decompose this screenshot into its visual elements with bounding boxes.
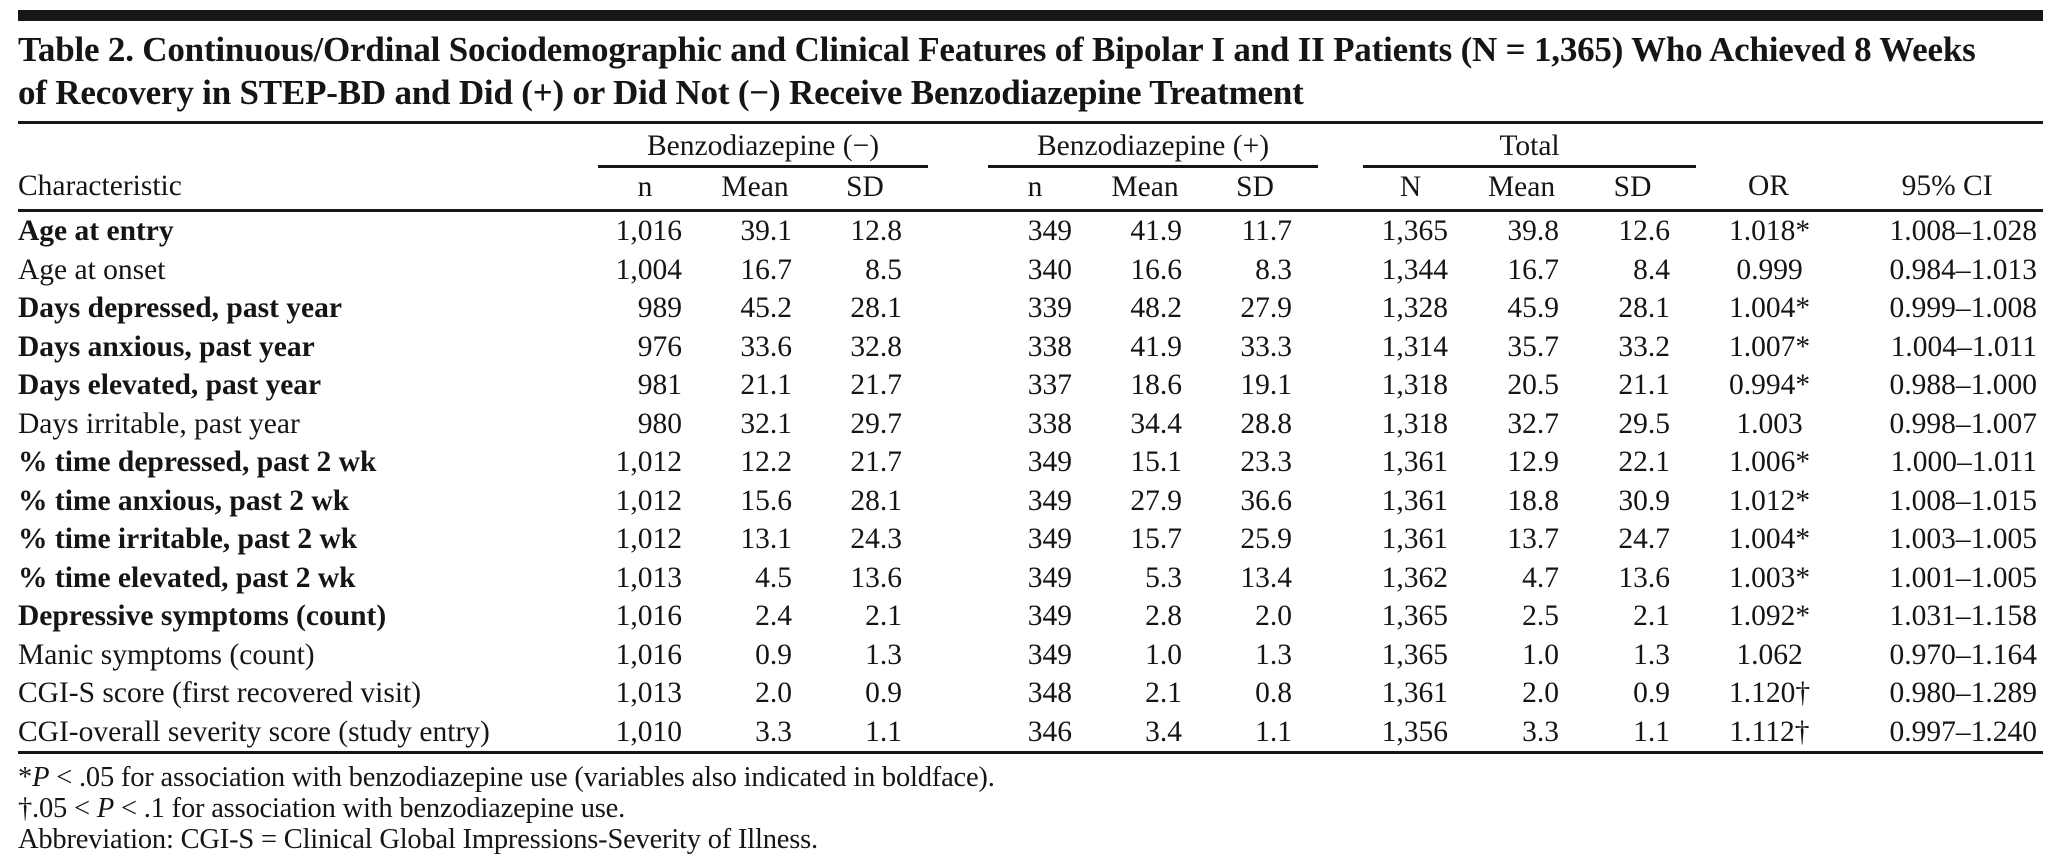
row-label: Days irritable, past year (18, 407, 300, 440)
cell-benzodiazepine-minus: 1,012 (615, 523, 682, 555)
cell-spacer (928, 597, 988, 636)
cell-benzodiazepine-plus: 36.6 (1240, 484, 1293, 517)
column-header-bp-mean: Mean (1098, 167, 1208, 211)
cell-odds-ratio: 1.003 (1736, 407, 1803, 440)
cell-benzodiazepine-plus: 348 (1027, 677, 1073, 709)
cell-total: 1,362 (1381, 561, 1449, 594)
cell-total: 12.6 (1618, 215, 1671, 247)
cell-benzodiazepine-plus: 338 (1027, 330, 1073, 363)
cell-benzodiazepine-minus: 15.6 (740, 484, 792, 517)
row-label: Age at entry (18, 215, 174, 247)
table-row (18, 443, 2043, 482)
cell-total: 1,356 (1363, 713, 1474, 753)
footnote-italic-p: P (32, 762, 50, 793)
cell-benzodiazepine-plus: 1.3 (1255, 638, 1293, 671)
row-label: Manic symptoms (count) (18, 638, 315, 671)
cell-total: 2.0 (1522, 677, 1560, 709)
cell-benzodiazepine-minus: 45.2 (740, 292, 792, 324)
title-rule (18, 121, 2043, 124)
cell-spacer (1318, 559, 1363, 598)
cell-benzodiazepine-plus: 349 (1027, 446, 1073, 478)
cell-confidence-interval: 1.004–1.011 (1890, 330, 2038, 363)
table-row (18, 251, 2043, 290)
cell-spacer (1318, 366, 1363, 405)
column-header-total-n: N (1363, 167, 1474, 211)
cell-benzodiazepine-minus: 24.3 (850, 523, 903, 555)
cell-total: 2.1 (1633, 600, 1671, 632)
cell-benzodiazepine-plus: 2.8 (1145, 600, 1183, 632)
cell-confidence-interval: 1.001–1.005 (1889, 561, 2038, 594)
table-title (18, 28, 2043, 114)
table-title-line-2: of Recovery in STEP-BD and Did (+) or Did Not (−) Receive Benzodiazepine Treatment (18, 73, 1304, 112)
table-title-line-1: Table 2. Continuous/Ordinal Sociodemographic and Clinical Features of Bipolar I and II Patients (N = 1,365) Who Achieved 8 Weeks (18, 30, 1976, 69)
cell-confidence-interval: 1.008–1.028 (1889, 215, 2038, 247)
row-label: CGI-overall severity score (study entry) (18, 713, 598, 753)
table-row (18, 405, 2043, 444)
cell-spacer (1318, 251, 1363, 290)
cell-odds-ratio: 1.012* (1728, 484, 1811, 517)
row-label: Days elevated, past year (18, 369, 322, 401)
cell-total: 3.3 (1474, 713, 1585, 753)
footnote-text: †.05 < (18, 793, 97, 824)
row-label: Age at onset (18, 253, 166, 286)
cell-odds-ratio: 1.007* (1728, 330, 1811, 363)
cell-confidence-interval: 0.984–1.013 (1889, 253, 2038, 286)
cell-spacer (1318, 482, 1363, 521)
cell-odds-ratio: 1.004* (1728, 292, 1811, 324)
column-header-bp-sd: SD (1208, 167, 1318, 211)
cell-benzodiazepine-plus: 338 (1027, 407, 1073, 440)
cell-benzodiazepine-minus: 1,004 (615, 253, 682, 286)
cell-benzodiazepine-plus: 25.9 (1240, 523, 1293, 555)
cell-benzodiazepine-plus: 2.0 (1255, 600, 1293, 632)
cell-benzodiazepine-plus: 15.1 (1130, 446, 1183, 478)
cell-benzodiazepine-plus: 5.3 (1145, 561, 1183, 594)
cell-benzodiazepine-minus: 2.4 (755, 600, 792, 632)
cell-total: 1,361 (1381, 523, 1449, 555)
cell-total: 1,344 (1381, 253, 1449, 286)
cell-total: 8.4 (1633, 253, 1671, 286)
group-header-empty (18, 126, 598, 167)
cell-benzodiazepine-plus: 41.9 (1130, 215, 1183, 247)
table-row (18, 559, 2043, 598)
cell-confidence-interval: 0.980–1.289 (1889, 677, 2038, 709)
cell-spacer (1318, 405, 1363, 444)
cell-benzodiazepine-minus: 21.7 (850, 446, 903, 478)
footnote (18, 824, 2043, 855)
cell-spacer (1318, 328, 1363, 367)
cell-total: 1.0 (1522, 638, 1560, 671)
cell-spacer (928, 251, 988, 290)
cell-benzodiazepine-minus: 28.1 (850, 292, 903, 324)
table-row (18, 366, 2043, 405)
cell-benzodiazepine-minus: 976 (637, 330, 682, 363)
cell-benzodiazepine-plus: 349 (1027, 638, 1073, 671)
column-header-total-mean: Mean (1474, 167, 1585, 211)
cell-total: 4.7 (1522, 561, 1560, 594)
cell-benzodiazepine-minus: 21.1 (740, 369, 792, 401)
cell-benzodiazepine-minus: 16.7 (740, 253, 792, 286)
cell-total: 30.9 (1618, 484, 1671, 517)
cell-benzodiazepine-minus: 2.1 (865, 600, 903, 632)
cell-benzodiazepine-plus: 349 (1027, 215, 1073, 247)
cell-benzodiazepine-minus: 1,016 (615, 638, 682, 671)
cell-benzodiazepine-minus: 39.1 (740, 215, 792, 247)
cell-benzodiazepine-minus: 1,013 (615, 561, 682, 594)
cell-spacer (1318, 211, 1363, 251)
cell-total: 1,318 (1381, 407, 1449, 440)
cell-benzodiazepine-minus: 1,012 (615, 446, 682, 478)
cell-benzodiazepine-minus: 1,016 (615, 215, 682, 247)
cell-benzodiazepine-minus: 2.0 (755, 677, 792, 709)
footnote-text: < .05 for association with benzodiazepine use (variables also indicated in boldface). (49, 762, 995, 793)
column-header-bm-sd: SD (818, 167, 928, 211)
table-row (18, 597, 2043, 636)
table-body (18, 211, 2043, 753)
cell-benzodiazepine-minus: 1,010 (598, 713, 708, 753)
cell-benzodiazepine-plus: 28.8 (1240, 407, 1293, 440)
cell-spacer (928, 713, 988, 753)
group-spacer (928, 126, 988, 167)
footnote-italic-p: P (96, 793, 115, 824)
cell-odds-ratio: 1.112† (1696, 713, 1821, 753)
cell-spacer (928, 405, 988, 444)
column-header-bm-mean: Mean (708, 167, 818, 211)
cell-total: 1,361 (1381, 446, 1449, 478)
cell-total: 32.7 (1507, 407, 1560, 440)
cell-odds-ratio: 1.018* (1728, 215, 1811, 247)
cell-benzodiazepine-minus: 12.2 (740, 446, 792, 478)
group-spacer (1318, 126, 1363, 167)
cell-total: 1,314 (1381, 330, 1449, 363)
cell-total: 29.5 (1618, 407, 1671, 440)
cell-spacer (1318, 713, 1363, 753)
cell-odds-ratio: 1.092* (1728, 600, 1811, 632)
column-header-bm-n: n (598, 167, 708, 211)
cell-total: 22.1 (1618, 446, 1671, 478)
cell-odds-ratio: 1.004* (1728, 523, 1811, 555)
cell-spacer (928, 211, 988, 251)
cell-confidence-interval: 0.998–1.007 (1889, 407, 2038, 440)
cell-benzodiazepine-minus: 33.6 (740, 330, 792, 363)
row-label: Days anxious, past year (18, 330, 315, 363)
cell-benzodiazepine-minus: 8.5 (865, 253, 903, 286)
group-header-benzodiazepine-plus: Benzodiazepine (+) (988, 126, 1318, 167)
cell-spacer (928, 443, 988, 482)
cell-benzodiazepine-plus: 1.0 (1145, 638, 1183, 671)
column-header-confidence-interval: 95% CI (1821, 167, 2043, 211)
cell-confidence-interval: 1.008–1.015 (1889, 484, 2038, 517)
cell-total: 33.2 (1618, 330, 1671, 363)
cell-total: 1,361 (1381, 677, 1449, 709)
row-label: CGI-S score (first recovered visit) (18, 677, 422, 709)
table-row (18, 211, 2043, 251)
table-row (18, 328, 2043, 367)
cell-total: 1,318 (1381, 369, 1449, 401)
cell-spacer (1318, 520, 1363, 559)
cell-total: 0.9 (1633, 677, 1671, 709)
top-rule (18, 10, 2043, 21)
cell-spacer (928, 482, 988, 521)
cell-benzodiazepine-plus: 16.6 (1130, 253, 1183, 286)
cell-total: 1,365 (1381, 215, 1449, 247)
cell-benzodiazepine-plus: 1.1 (1208, 713, 1318, 753)
footnote (18, 793, 2043, 824)
cell-benzodiazepine-plus: 13.4 (1240, 561, 1293, 594)
cell-odds-ratio: 0.994* (1728, 369, 1811, 401)
table-row (18, 636, 2043, 675)
group-header-total: Total (1363, 126, 1696, 167)
cell-benzodiazepine-minus: 1,012 (615, 484, 682, 517)
cell-benzodiazepine-minus: 989 (637, 292, 682, 324)
column-header-total-sd: SD (1585, 167, 1696, 211)
column-header-bp-n: n (988, 167, 1098, 211)
cell-total: 21.1 (1618, 369, 1671, 401)
cell-benzodiazepine-plus: 18.6 (1130, 369, 1183, 401)
cell-benzodiazepine-minus: 28.1 (850, 484, 903, 517)
cell-spacer (928, 328, 988, 367)
cell-benzodiazepine-minus: 13.6 (850, 561, 903, 594)
group-header-empty (1696, 126, 1821, 167)
cell-benzodiazepine-minus: 981 (637, 369, 682, 401)
cell-benzodiazepine-minus: 0.9 (755, 638, 792, 671)
cell-total: 16.7 (1507, 253, 1560, 286)
cell-benzodiazepine-minus: 1.3 (865, 638, 903, 671)
cell-total: 1,365 (1381, 600, 1449, 632)
cell-confidence-interval: 1.003–1.005 (1889, 523, 2038, 555)
cell-spacer (928, 366, 988, 405)
cell-benzodiazepine-minus: 980 (637, 407, 682, 440)
cell-benzodiazepine-minus: 29.7 (850, 407, 903, 440)
cell-spacer (928, 520, 988, 559)
cell-benzodiazepine-plus: 349 (1027, 484, 1073, 517)
table-row (18, 713, 2043, 753)
row-label: Days depressed, past year (18, 292, 342, 324)
cell-benzodiazepine-minus: 32.1 (740, 407, 792, 440)
cell-benzodiazepine-minus: 1.1 (818, 713, 928, 753)
cell-total: 24.7 (1618, 523, 1671, 555)
cell-confidence-interval: 0.988–1.000 (1889, 369, 2038, 401)
cell-total: 20.5 (1507, 369, 1560, 401)
cell-total: 1.1 (1585, 713, 1696, 753)
cell-confidence-interval: 0.970–1.164 (1889, 638, 2038, 671)
footnote-text: * (18, 762, 33, 793)
cell-confidence-interval: 0.997–1.240 (1821, 713, 2043, 753)
cell-benzodiazepine-plus: 339 (1027, 292, 1073, 324)
column-header-odds-ratio: OR (1696, 167, 1821, 211)
cell-total: 2.5 (1522, 600, 1560, 632)
cell-benzodiazepine-minus: 21.7 (850, 369, 903, 401)
cell-benzodiazepine-plus: 19.1 (1240, 369, 1293, 401)
cell-benzodiazepine-plus: 349 (1027, 600, 1073, 632)
cell-benzodiazepine-plus: 2.1 (1145, 677, 1183, 709)
column-header-characteristic: Characteristic (18, 167, 598, 211)
data-table (18, 126, 2043, 754)
row-label: Depressive symptoms (count) (18, 600, 387, 632)
cell-total: 39.8 (1507, 215, 1560, 247)
cell-benzodiazepine-plus: 11.7 (1241, 215, 1293, 247)
cell-confidence-interval: 0.999–1.008 (1889, 292, 2038, 324)
cell-benzodiazepine-plus: 15.7 (1130, 523, 1183, 555)
cell-odds-ratio: 1.003* (1728, 561, 1811, 594)
cell-total: 18.8 (1507, 484, 1560, 517)
cell-benzodiazepine-plus: 337 (1027, 369, 1073, 401)
cell-total: 13.6 (1618, 561, 1671, 594)
group-header-empty (1821, 126, 2043, 167)
cell-benzodiazepine-plus: 340 (1027, 253, 1073, 286)
cell-odds-ratio: 1.120† (1728, 677, 1811, 709)
cell-odds-ratio: 1.006* (1728, 446, 1811, 478)
row-label: % time irritable, past 2 wk (18, 523, 358, 555)
cell-benzodiazepine-minus: 13.1 (740, 523, 792, 555)
table-row (18, 289, 2043, 328)
table-row (18, 520, 2043, 559)
cell-spacer (928, 559, 988, 598)
table-row (18, 674, 2043, 713)
cell-total: 1,328 (1381, 292, 1449, 324)
cell-benzodiazepine-minus: 12.8 (850, 215, 903, 247)
cell-odds-ratio: 0.999 (1736, 253, 1803, 286)
cell-spacer (1318, 597, 1363, 636)
cell-benzodiazepine-plus: 349 (1027, 561, 1073, 594)
table-row (18, 482, 2043, 521)
column-header-row (18, 167, 2043, 211)
group-header-benzodiazepine-minus: Benzodiazepine (−) (598, 126, 928, 167)
cell-benzodiazepine-plus: 27.9 (1240, 292, 1293, 324)
cell-benzodiazepine-plus: 34.4 (1130, 407, 1183, 440)
cell-total: 1,361 (1381, 484, 1449, 517)
cell-benzodiazepine-plus: 8.3 (1255, 253, 1293, 286)
cell-total: 13.7 (1507, 523, 1560, 555)
cell-total: 1.3 (1633, 638, 1671, 671)
cell-total: 45.9 (1507, 292, 1560, 324)
row-label: % time elevated, past 2 wk (18, 561, 356, 594)
group-header-row (18, 126, 2043, 167)
cell-benzodiazepine-plus: 0.8 (1255, 677, 1293, 709)
cell-benzodiazepine-minus: 32.8 (850, 330, 903, 363)
column-header-spacer (1318, 167, 1363, 211)
cell-benzodiazepine-minus: 1,016 (615, 600, 682, 632)
cell-total: 35.7 (1507, 330, 1560, 363)
footnotes (18, 762, 2043, 855)
cell-benzodiazepine-plus: 33.3 (1240, 330, 1293, 363)
cell-benzodiazepine-plus: 41.9 (1130, 330, 1183, 363)
cell-benzodiazepine-minus: 1,013 (615, 677, 682, 709)
cell-total: 28.1 (1618, 292, 1671, 324)
cell-confidence-interval: 1.000–1.011 (1890, 446, 2038, 478)
cell-spacer (928, 636, 988, 675)
cell-spacer (1318, 674, 1363, 713)
row-label: % time anxious, past 2 wk (18, 484, 350, 517)
cell-spacer (1318, 289, 1363, 328)
cell-spacer (928, 289, 988, 328)
cell-benzodiazepine-minus: 4.5 (755, 561, 792, 594)
cell-spacer (1318, 636, 1363, 675)
footnote-text: < .1 for association with benzodiazepine use. (114, 793, 626, 824)
cell-benzodiazepine-plus: 48.2 (1130, 292, 1183, 324)
cell-benzodiazepine-plus: 349 (1027, 523, 1073, 555)
cell-benzodiazepine-plus: 23.3 (1240, 446, 1293, 478)
cell-total: 12.9 (1507, 446, 1560, 478)
footnote-text: Abbreviation: CGI-S = Clinical Global Impressions-Severity of Illness. (18, 824, 818, 855)
cell-benzodiazepine-plus: 346 (988, 713, 1098, 753)
column-header-spacer (928, 167, 988, 211)
cell-benzodiazepine-minus: 3.3 (708, 713, 818, 753)
cell-total: 1,365 (1381, 638, 1449, 671)
cell-confidence-interval: 1.031–1.158 (1889, 600, 2038, 632)
cell-spacer (1318, 443, 1363, 482)
cell-benzodiazepine-plus: 3.4 (1098, 713, 1208, 753)
row-label: % time depressed, past 2 wk (18, 446, 377, 478)
cell-odds-ratio: 1.062 (1736, 638, 1803, 671)
footnote (18, 762, 2043, 793)
cell-benzodiazepine-minus: 0.9 (865, 677, 903, 709)
cell-spacer (928, 674, 988, 713)
cell-benzodiazepine-plus: 27.9 (1130, 484, 1183, 517)
